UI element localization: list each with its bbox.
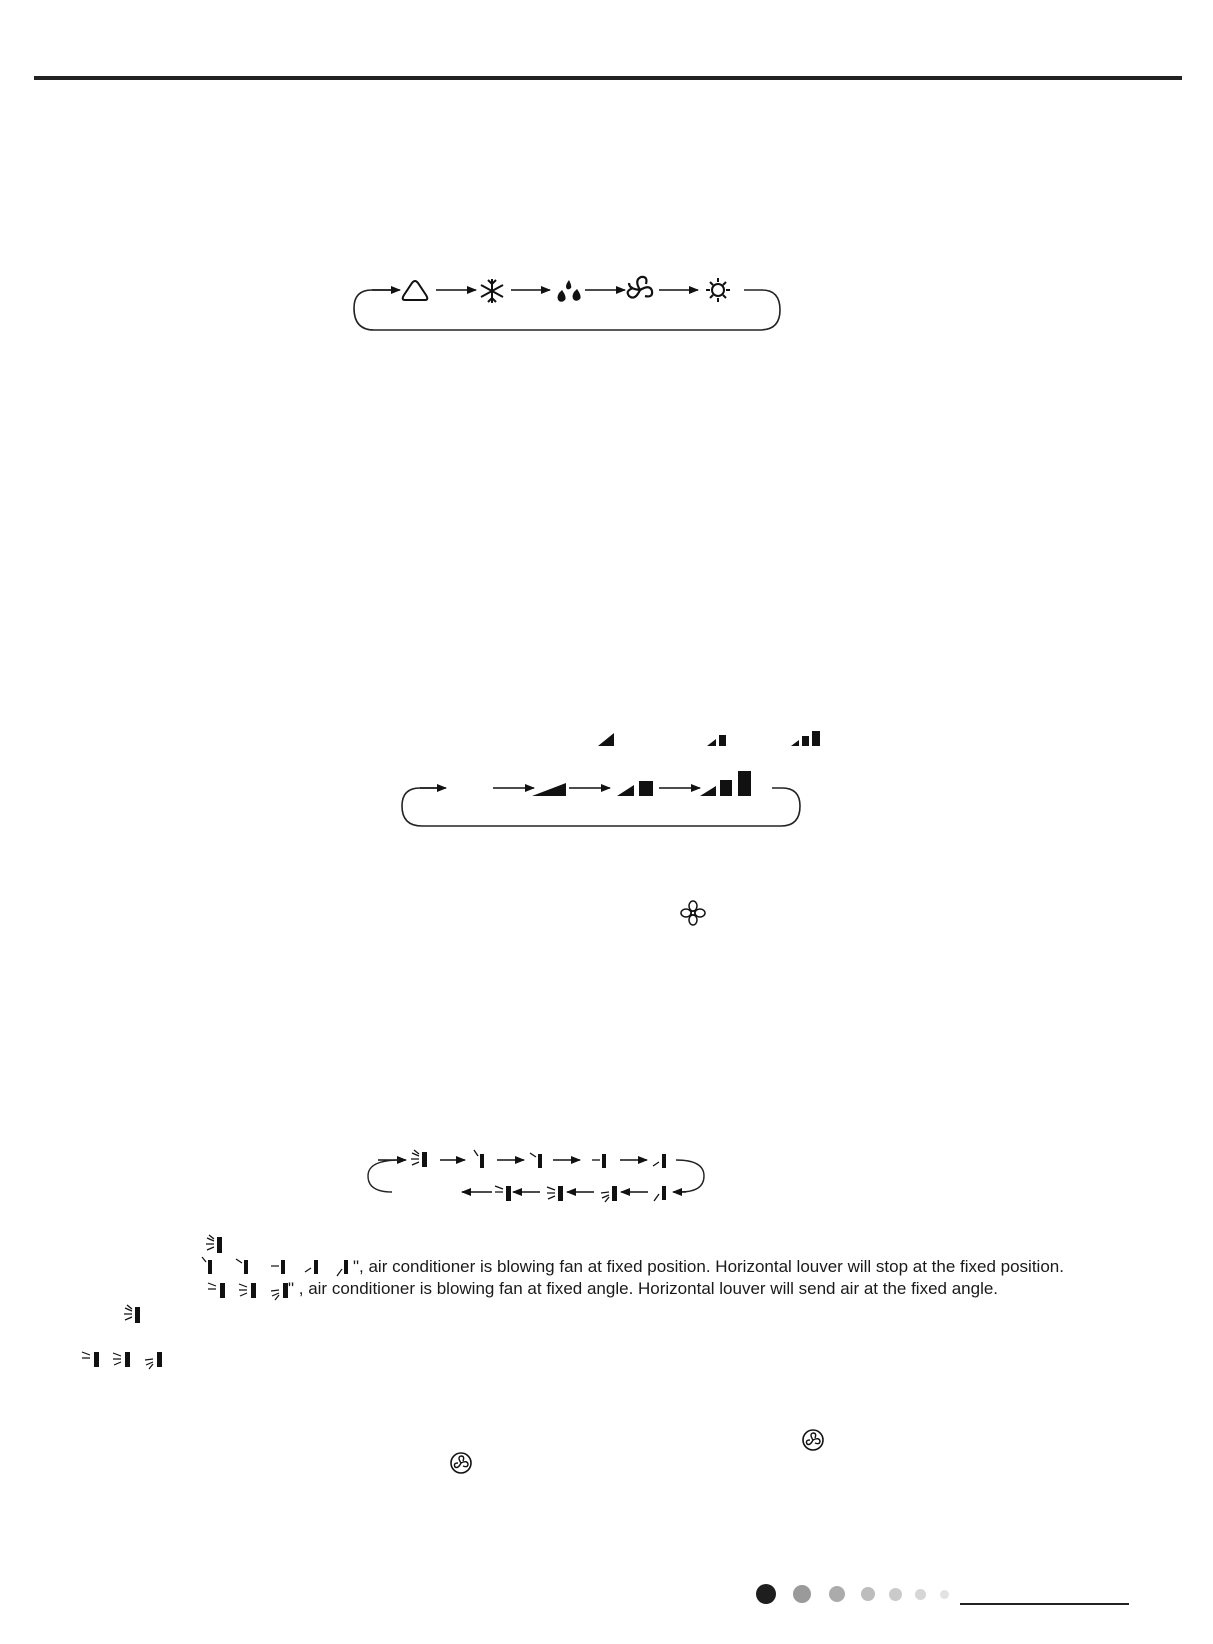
fixed-angle-icons xyxy=(206,1279,296,1303)
swing-range-1-icon xyxy=(495,1186,511,1201)
fixed-position-icons xyxy=(202,1256,352,1280)
swing-all-icon xyxy=(411,1150,427,1167)
swing-range-3-icon xyxy=(601,1186,617,1202)
footer-dot xyxy=(793,1585,811,1603)
footer-rule xyxy=(960,1603,1129,1605)
footer-dot xyxy=(829,1586,845,1602)
fixed-angle-note: " , air conditioner is blowing fan at fixed angle. Horizontal louver will send air at the fixed angle. xyxy=(288,1279,999,1298)
swing-all-icon-note xyxy=(204,1234,234,1258)
fixed-angle-icons-standalone xyxy=(80,1348,170,1372)
fan-circle-icon xyxy=(801,1428,825,1452)
louver-pos-4-icon xyxy=(653,1154,666,1168)
louver-pos-5-icon xyxy=(654,1186,666,1201)
swing-range-2-icon xyxy=(547,1186,563,1201)
louver-pos-1-icon xyxy=(474,1150,484,1168)
footer-dot xyxy=(889,1588,902,1601)
fan-circle-icon xyxy=(449,1451,473,1475)
footer-dot xyxy=(915,1589,926,1600)
footer-dot xyxy=(756,1584,776,1604)
footer-dot xyxy=(940,1590,949,1599)
fixed-position-note: ", air conditioner is blowing fan at fixed position. Horizontal louver will stop at the fixed position. xyxy=(353,1257,1064,1276)
swing-all-icon-standalone xyxy=(122,1304,152,1328)
louver-pos-3-icon xyxy=(592,1154,606,1168)
footer-dot xyxy=(861,1587,875,1601)
louver-pos-2-icon xyxy=(530,1153,542,1168)
